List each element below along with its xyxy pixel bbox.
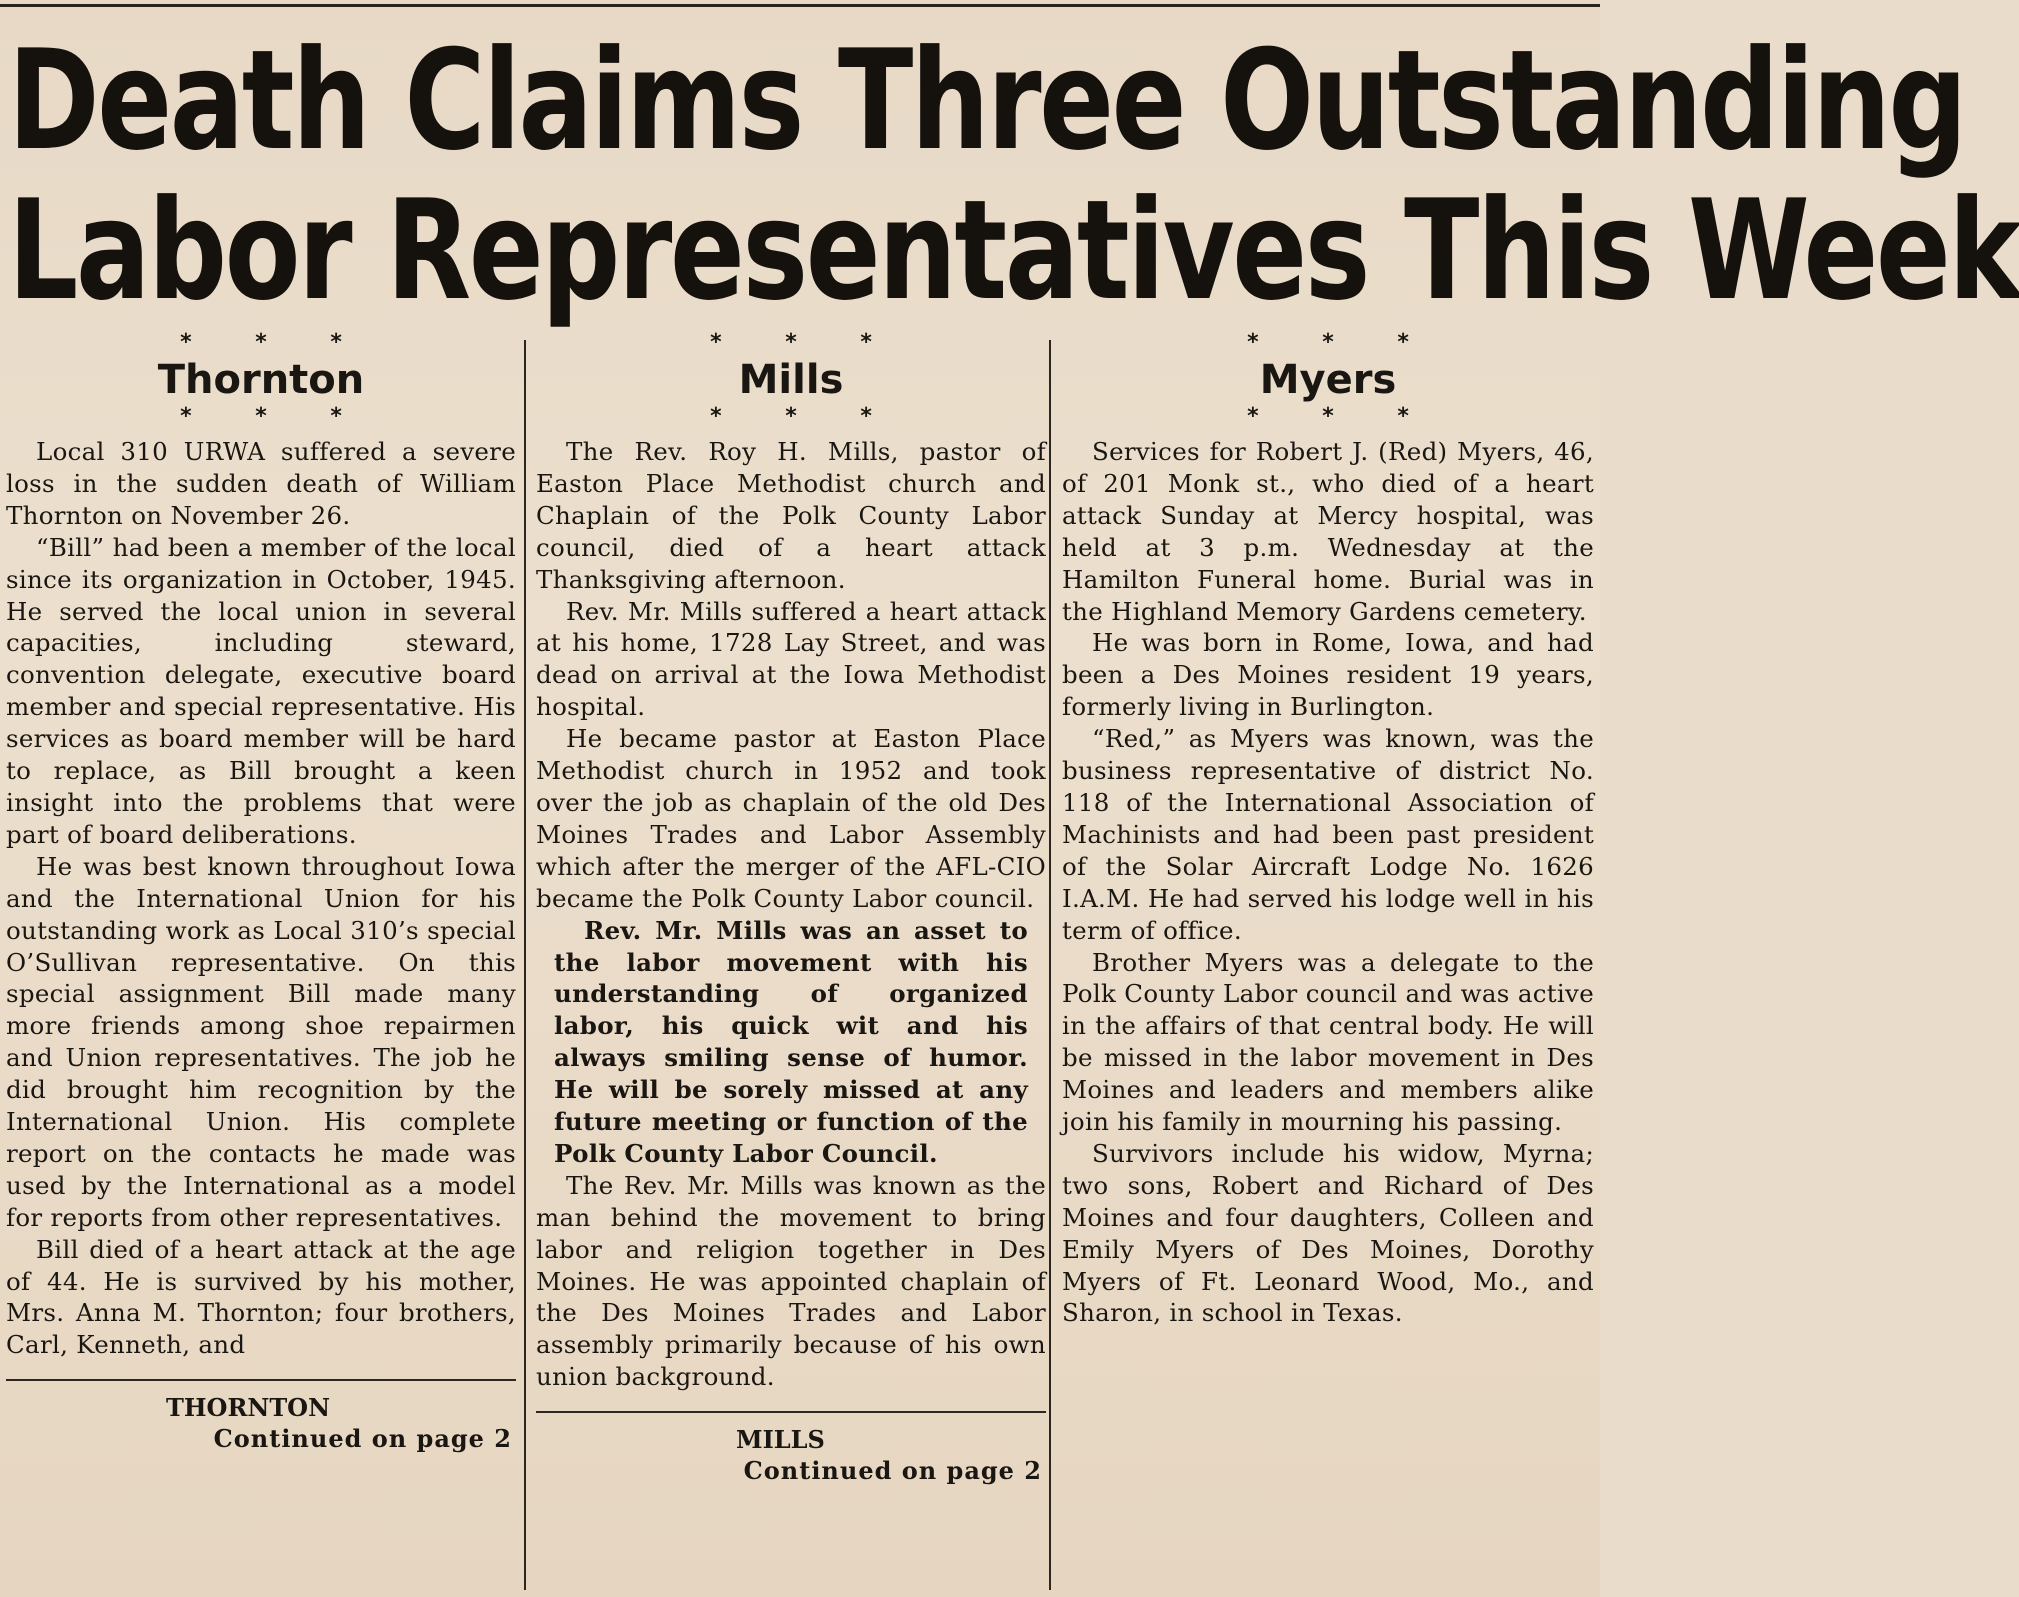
paragraph: Brother Myers was a delegate to the Polk County Labor council and was active in the affairs of that central body. He will be missed in the labor movement in Des Moines and leaders and members alike join his family in mourning his passing. xyxy=(1062,947,1594,1137)
headline-line-1: Death Claims Three Outstanding xyxy=(8,20,1966,181)
column-myers xyxy=(1062,330,1594,1592)
paragraph: He was best known throughout Iowa and the International Union for his outstanding work as Local 310’s special O’Sullivan representative. On this special assignment Bill made many more friends among shoe repairmen and Union representatives. The job he did brought him recognition by the International Union. His complete report on the contacts he made was used by the International as a model for reports from other representatives. xyxy=(6,851,516,1232)
ornament-stars: * * * xyxy=(710,404,900,429)
paragraph: Rev. Mr. Mills suffered a heart attack at his home, 1728 Lay Street, and was dead on arrival at the Iowa Methodist hospital. xyxy=(536,596,1046,722)
paragraph: Local 310 URWA suffered a severe loss in the sudden death of William Thornton on November 26. xyxy=(6,437,516,530)
headline xyxy=(8,20,2019,331)
paragraph: The Rev. Mr. Mills was known as the man behind the movement to bring labor and religion together in Des Moines. He was appointed chaplain of the Des Moines Trades and Labor assembly primarily because of his own union background. xyxy=(536,1170,1046,1392)
paragraph: He became pastor at Easton Place Methodist church in 1952 and took over the job as chaplain of the old Des Moines Trades and Labor Assembly which after the merger of the AFL-CIO became the Polk County Labor council. xyxy=(536,724,1046,913)
continued-name: THORNTON xyxy=(166,1393,331,1423)
ornament-stars: * * * xyxy=(710,330,900,355)
ornament-stars: * * * xyxy=(180,404,370,429)
paragraph: Services for Robert J. (Red) Myers, 46, of 201 Monk st., who died of a heart attack Sunday at Mercy hospital, was held at 3 p.m. Wednesday at the Hamilton Funeral home. Burial was in the Highland Memory Gardens cemetery. xyxy=(1062,437,1594,626)
paragraph: Bill died of a heart attack at the age of 44. He is survived by his mother, Mrs. Anna M. Thornton; four brothers, Carl, Kenneth, and xyxy=(6,1234,516,1360)
column-divider xyxy=(1049,340,1051,1590)
top-rule xyxy=(0,4,1600,7)
column-divider xyxy=(524,340,526,1590)
paragraph: “Bill” had been a member of the local since its organization in October, 1945. He served the local union in several capacities, including steward, convention delegate, executive board member and special representative. His services as board member will be hard to replace, as Bill brought a keen insight into the problems that were part of board deliberations. xyxy=(6,532,516,849)
column-heading: Myers xyxy=(1259,357,1397,403)
continued-text: Continued on page 2 xyxy=(213,1424,512,1454)
ornament-stars: * * * xyxy=(180,330,370,355)
column-heading: Thornton xyxy=(157,357,365,403)
paragraph: He was born in Rome, Iowa, and had been a Des Moines resident 19 years, formerly living in Burlington. xyxy=(1062,628,1594,722)
bold-paragraph: Rev. Mr. Mills was an asset to the labor movement with his understanding of organized labor, his quick wit and his always smiling sense of humor. He will be sorely missed at any future meeting or function of the Polk County Labor Council. xyxy=(554,915,1028,1168)
paragraph: Survivors include his widow, Myrna; two sons, Robert and Richard of Des Moines and four daughters, Colleen and Emily Myers of Des Moines, Dorothy Myers of Ft. Leonard Wood, Mo., and Sharon, in school in Texas. xyxy=(1062,1138,1594,1328)
paragraph: “Red,” as Myers was known, was the business representative of district No. 118 of the International Association of Machinists and had been past president of the Solar Aircraft Lodge No. 1626 I.A.M. He had served his lodge well in his term of office. xyxy=(1062,724,1594,945)
bottom-rule xyxy=(6,1379,516,1381)
ornament-stars: * * * xyxy=(1247,330,1437,355)
article-body xyxy=(1062,436,1594,1329)
continued-text: Continued on page 2 xyxy=(743,1456,1042,1486)
article-body xyxy=(536,436,1046,1393)
ornament-stars: * * * xyxy=(1247,404,1437,429)
column-heading: Mills xyxy=(738,357,844,403)
column-thornton xyxy=(6,330,516,1592)
article-body xyxy=(6,436,516,1361)
bottom-rule xyxy=(536,1411,1046,1413)
continued-name: MILLS xyxy=(736,1425,825,1455)
column-mills xyxy=(536,330,1046,1592)
headline-line-2: Labor Representatives This Week xyxy=(8,170,2019,331)
paragraph: The Rev. Roy H. Mills, pastor of Easton Place Methodist church and Chaplain of the Polk County Labor council, died of a heart attack Thanksgiving afternoon. xyxy=(536,437,1046,594)
